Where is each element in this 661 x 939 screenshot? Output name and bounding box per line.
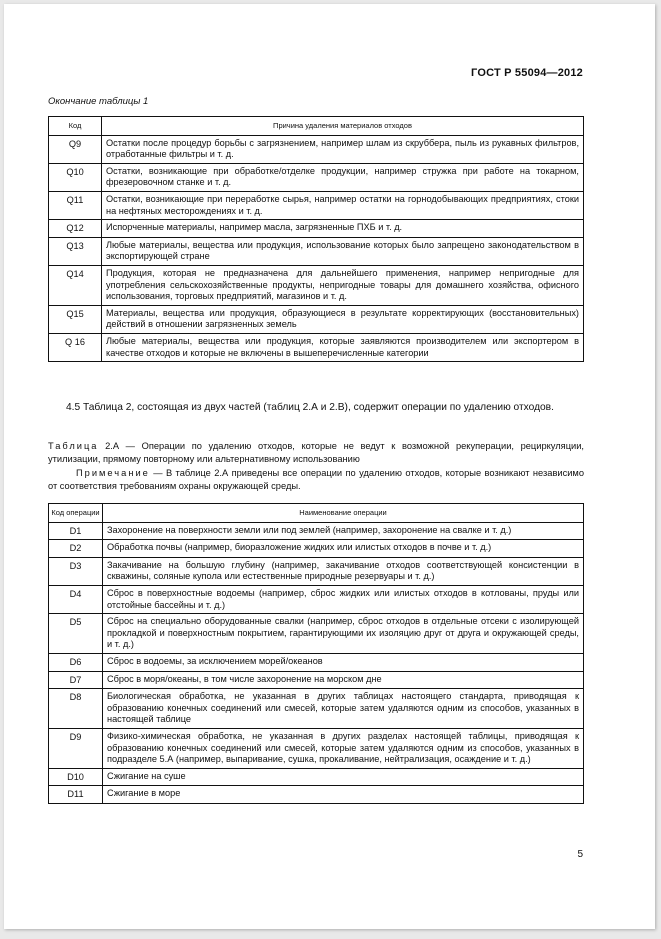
row-text: Физико-химическая обработка, не указанная в других разделах настоящей таблицы, приводящая к образованию конечных соединений или смесей, которые затем удаляются одним из способов, указанных в подразделе 5.А (например, выпаривание, сушка, прокаливание, нейтрализация, осаждение и т. д.) [103,728,584,768]
table1-header-row [49,117,584,136]
table-row [49,671,584,689]
row-code: Q10 [49,163,102,191]
table-2a [48,503,584,804]
row-text: Сброс в моря/океаны, в том числе захоронение на морском дне [103,671,584,689]
row-text: Любые материалы, вещества или продукция, которые заявляются производителем или экспортером в качестве отходов и которые не включены в вышеперечисленные категории [102,333,584,361]
row-text: Остатки, возникающие при обработке/отделке продукции, например стружка при работе на токарном, фрезеровочном станке и т. д. [102,163,584,191]
row-code: D11 [49,786,103,804]
table2a-title-text: 2.А — Операции по удалению отходов, которые не ведут к возможной рекуперации, рециркуляции, утилизации, прямому повторному или альтернативному использованию [48,441,584,464]
row-text: Материалы, вещества или продукция, образующиеся в результате корректирующих (восстановительных) действий в отношении загрязненных земель [102,305,584,333]
row-text: Остатки после процедур борьбы с загрязнением, например шлам из скруббера, пыль из рукавных фильтров, отработанные фильтры и т. д. [102,135,584,163]
table-row [49,522,584,540]
row-text: Биологическая обработка, не указанная в других таблицах настоящего стандарта, приводящая к образованию конечных соединений или смесей, которые затем удаляются одним из способов, указанных в настоящей таблице [103,689,584,729]
table2a-note [48,467,584,492]
table2-header-operation: Наименование операции [103,504,584,523]
table-row [49,653,584,671]
table-row [49,163,584,191]
row-code: D2 [49,540,103,558]
table-row [49,333,584,361]
table1-caption: Окончание таблицы 1 [48,96,149,107]
row-code: Q9 [49,135,102,163]
table-row [49,237,584,265]
row-text: Сброс в поверхностные водоемы (например, сброс жидких или илистых отходов в котлованы, пруды или отстойные бассейны и т. д.) [103,585,584,613]
note-label: Примечание [76,468,150,478]
row-text: Остатки, возникающие при переработке сырья, например остатки на горнодобывающих предприятиях, стоки на нефтяных месторождениях и т. д. [102,191,584,219]
table1-header-code: Код [49,117,102,136]
table-row [49,220,584,238]
table-row [49,135,584,163]
row-code: D10 [49,768,103,786]
table-row [49,191,584,219]
row-code: D6 [49,653,103,671]
row-code: D9 [49,728,103,768]
table-row [49,768,584,786]
table1-header-reason: Причина удаления материалов отходов [102,117,584,136]
row-code: D7 [49,671,103,689]
table-row [49,728,584,768]
page-number: 5 [577,849,583,860]
row-text: Сжигание на суше [103,768,584,786]
table-row [49,786,584,804]
row-code: D4 [49,585,103,613]
row-text: Любые материалы, вещества или продукция, использование которых было запрещено законодательством в экспортирующей стране [102,237,584,265]
table2-header-code: Код операции [49,504,103,523]
table-row [49,614,584,654]
row-code: D1 [49,522,103,540]
row-code: Q15 [49,305,102,333]
note-text: — В таблице 2.А приведены все операции по удалению отходов, которые возникают независимо от соответствия требованиям охраны окружающей среды. [48,468,584,491]
section-4-5-paragraph: 4.5 Таблица 2, состоящая из двух частей (таблиц 2.А и 2.В), содержит операции по удалению отходов. [66,402,554,413]
row-text: Сброс в водоемы, за исключением морей/океанов [103,653,584,671]
table-row [49,557,584,585]
row-code: Q11 [49,191,102,219]
row-text: Обработка почвы (например, биоразложение жидких или илистых отходов в почве и т. д.) [103,540,584,558]
standard-id: ГОСТ Р 55094—2012 [471,67,583,79]
row-code: Q 16 [49,333,102,361]
row-text: Сжигание в море [103,786,584,804]
table2-header-row [49,504,584,523]
row-text: Закачивание на большую глубину (например, закачивание отходов соответствующей консистенции в скважины, соляные купола или естественные природные резервуары и т. д.) [103,557,584,585]
table-row [49,305,584,333]
row-text: Испорченные материалы, например масла, загрязненные ПХБ и т. д. [102,220,584,238]
row-code: D8 [49,689,103,729]
row-text: Продукция, которая не предназначена для дальнейшего применения, например непригодные для употребления сельскохозяйственные продукты, непригодные товары для домашнего хозяйства, офисного использования, торговых предприятий, магазинов и т. д. [102,265,584,305]
row-code: D5 [49,614,103,654]
table-row [49,265,584,305]
table2a-title-label: Таблица [48,441,99,451]
row-code: D3 [49,557,103,585]
table-row [49,540,584,558]
row-code: Q12 [49,220,102,238]
row-text: Захоронение на поверхности земли или под землей (например, захоронение на свалке и т. д.) [103,522,584,540]
table-1 [48,116,584,362]
table-row [49,689,584,729]
row-code: Q13 [49,237,102,265]
document-page [4,4,655,929]
table-row [49,585,584,613]
table2a-title [48,440,584,465]
row-code: Q14 [49,265,102,305]
row-text: Сброс на специально оборудованные свалки (например, сброс отходов в отдельные отсеки с изолирующей прокладкой и поверхностным покрытием, гарантирующими их изоляцию друг от друга и окружающей среды, и т. д.) [103,614,584,654]
